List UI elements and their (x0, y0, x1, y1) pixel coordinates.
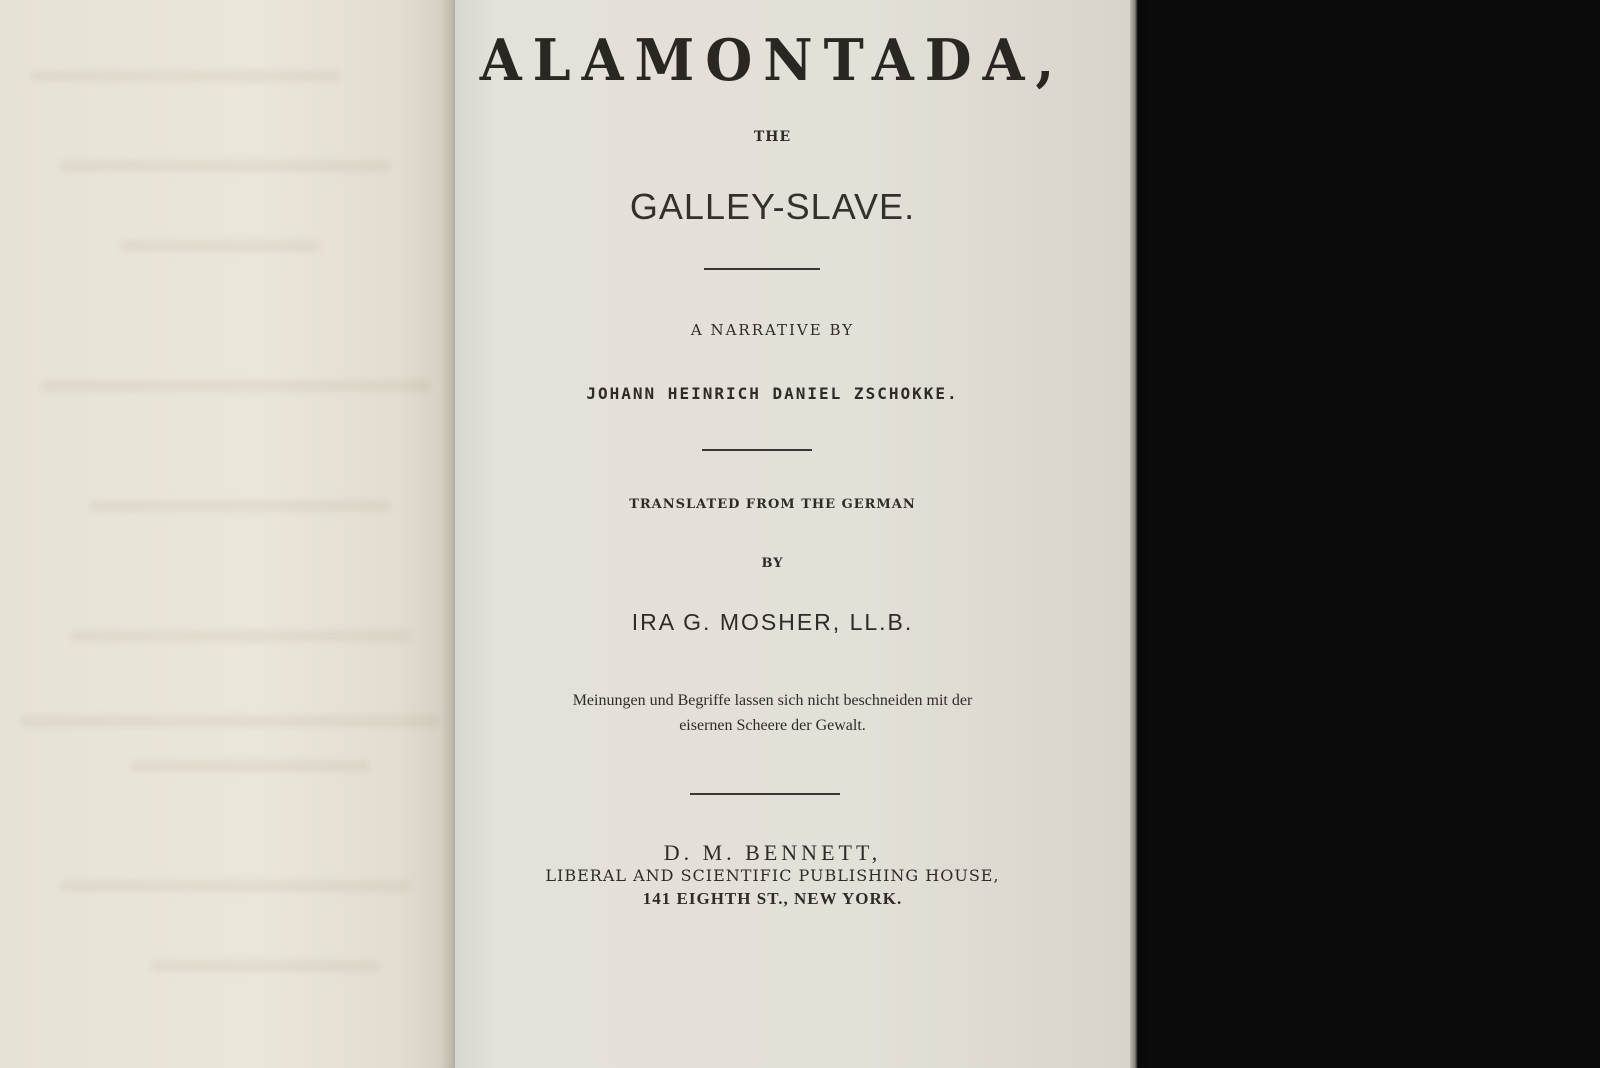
bleed-line (60, 160, 390, 172)
divider-rule (702, 449, 812, 451)
bleed-line (150, 960, 380, 972)
book-subtitle: GALLEY-SLAVE. (629, 186, 916, 227)
translated-from-line: TRANSLATED FROM THE GERMAN (629, 497, 916, 512)
motto-line: eisernen Scheere der Gewalt. (679, 717, 866, 734)
motto-line: Meinungen und Begriffe lassen sich nicht beschneiden mit der (572, 692, 973, 709)
bleed-line (130, 760, 370, 772)
publishing-house: LIBERAL AND SCIENTIFIC PUBLISHING HOUSE, (545, 866, 1000, 885)
divider-rule (704, 268, 820, 270)
bleed-line (120, 240, 320, 252)
title-connector: THE (753, 129, 792, 145)
by-line: BY (761, 556, 784, 571)
divider-rule (690, 793, 840, 795)
author-name: JOHANN HEINRICH DANIEL ZSCHOKKE. (586, 384, 959, 403)
translator-name: IRA G. MOSHER, LL.B. (631, 609, 914, 635)
publisher-name: D. M. BENNETT, (663, 840, 882, 865)
publisher-address: 141 EIGHTH ST., NEW YORK. (642, 889, 903, 908)
book-title: ALAMONTADA, (479, 26, 1066, 94)
narrative-by-line: A NARRATIVE BY (690, 321, 855, 339)
